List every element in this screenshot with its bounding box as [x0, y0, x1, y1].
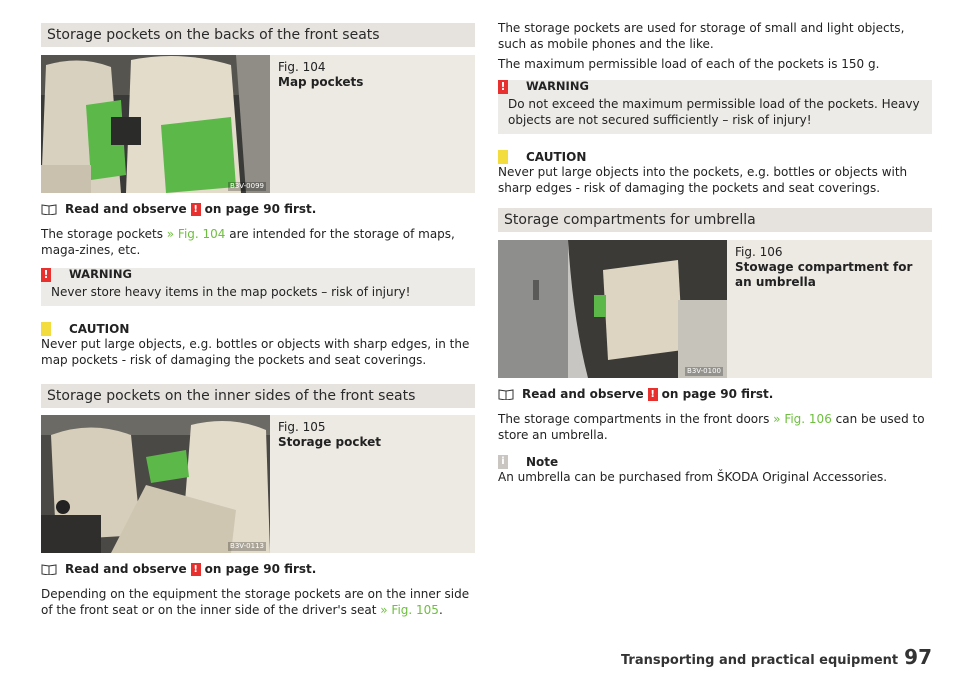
section-title-map-pockets: Storage pockets on the backs of the front seats — [41, 23, 475, 47]
warning-box — [41, 268, 475, 306]
caution-head-right — [498, 150, 932, 164]
footer-section-title: Transporting and practical equipment — [620, 653, 899, 668]
body-text-tail: can be used to store an umbrella. — [498, 412, 925, 443]
figure-104-image — [41, 55, 270, 193]
caution-label: CAUTION — [69, 322, 130, 337]
figure-104 — [41, 55, 475, 193]
body-text-tail: . — [438, 603, 443, 618]
read-observe-line-3 — [498, 386, 932, 402]
intro-paragraph-2: The maximum permissible load of each of the pockets is 150 g. — [498, 57, 880, 71]
figure-ref-link[interactable]: » Fig. 105 — [380, 603, 439, 618]
figure-104-title: Map pockets — [278, 75, 364, 89]
figure-106-code: B3V-0100 — [687, 366, 721, 375]
caution-text: Never put large objects into the pockets, e.g. bottles or objects with sharp edges - risk of damaging the pockets and seat coverings. — [498, 165, 908, 195]
caution-label: CAUTION — [526, 149, 587, 164]
figure-104-code: B3V-0099 — [230, 181, 264, 190]
left-column — [41, 0, 475, 618]
info-icon: i — [498, 455, 508, 469]
body-text: The storage compartments in the front doors — [498, 412, 774, 427]
figure-105-number: Fig. 105 — [278, 420, 326, 435]
note-label: Note — [526, 455, 559, 470]
read-observe-line-2 — [41, 561, 475, 577]
section-title-umbrella: Storage compartments for umbrella — [498, 208, 932, 232]
read-observe-page-link[interactable]: on page 90 first. — [204, 562, 317, 577]
read-observe-text: Read and observe — [522, 387, 644, 401]
figure-ref-link[interactable]: » Fig. 104 — [166, 227, 226, 242]
intro-paragraph-1: The storage pockets are used for storage of small and light objects, such as mobile phones and the like. — [498, 21, 905, 51]
page-number: 97 — [904, 645, 932, 669]
warning-text: Do not exceed the maximum permissible load of the pockets. Heavy objects are not secured sufficiently – risk of injury! — [508, 97, 920, 127]
read-observe-text: Read and observe — [65, 202, 187, 216]
seat-back-illustration — [41, 55, 270, 193]
warning-mini-icon: ! — [191, 563, 201, 576]
read-observe-text: Read and observe — [65, 562, 187, 577]
body-text: The storage pockets — [41, 227, 167, 242]
warning-mini-icon: ! — [191, 203, 201, 216]
warning-icon: ! — [498, 80, 508, 94]
note-text: An umbrella can be purchased from ŠKODA Original Accessories. — [498, 470, 888, 485]
warning-head — [498, 80, 932, 94]
warning-label: WARNING — [69, 267, 132, 282]
page-footer — [621, 644, 932, 671]
read-observe-page-link[interactable]: on page 90 first. — [661, 387, 774, 401]
caution-head — [41, 322, 475, 336]
warning-head — [41, 268, 475, 282]
figure-105-title: Storage pocket — [278, 435, 382, 450]
book-icon — [41, 563, 57, 575]
read-observe-line — [41, 201, 475, 217]
warning-icon: ! — [41, 268, 51, 282]
body-paragraph-2 — [41, 586, 475, 618]
caution-icon — [498, 150, 508, 164]
figure-106-number: Fig. 106 — [735, 245, 783, 259]
warning-mini-icon: ! — [648, 388, 658, 401]
figure-105-caption — [270, 415, 389, 553]
figure-105-code: B3V-0113 — [230, 541, 264, 550]
figure-105-image — [41, 415, 270, 553]
figure-106 — [498, 240, 932, 378]
figure-106-image — [498, 240, 727, 378]
body-paragraph — [41, 226, 475, 258]
book-icon — [41, 203, 57, 215]
warning-box-right — [498, 80, 932, 134]
caution-icon — [41, 322, 51, 336]
warning-text: Never store heavy items in the map pockets – risk of injury! — [51, 285, 411, 300]
figure-104-caption — [270, 55, 371, 193]
note-head — [498, 455, 932, 469]
caution-text: Never put large objects, e.g. bottles or objects with sharp edges, in the map pockets - risk of damaging the pockets and seat coverings. — [41, 337, 470, 368]
right-column — [498, 20, 932, 485]
book-icon — [498, 388, 514, 400]
figure-ref-link[interactable]: » Fig. 106 — [773, 412, 832, 427]
door-illustration — [498, 240, 727, 378]
figure-106-title: Stowage compartment for an umbrella — [735, 260, 913, 289]
figure-106-caption — [727, 240, 932, 378]
body-text: Depending on the equipment the storage pockets are on the inner side of the front seat or on the inner side of the driver's seat — [41, 587, 470, 618]
figure-104-number: Fig. 104 — [278, 60, 326, 74]
figure-105 — [41, 415, 475, 553]
warning-label: WARNING — [526, 79, 589, 94]
body-text-tail: are intended for the storage of maps, maga-zines, etc. — [41, 227, 455, 258]
seat-side-illustration — [41, 415, 270, 553]
read-observe-page-link[interactable]: on page 90 first. — [204, 202, 317, 216]
body-paragraph-3 — [498, 411, 932, 443]
section-title-inner-pockets: Storage pockets on the inner sides of the front seats — [41, 384, 475, 408]
